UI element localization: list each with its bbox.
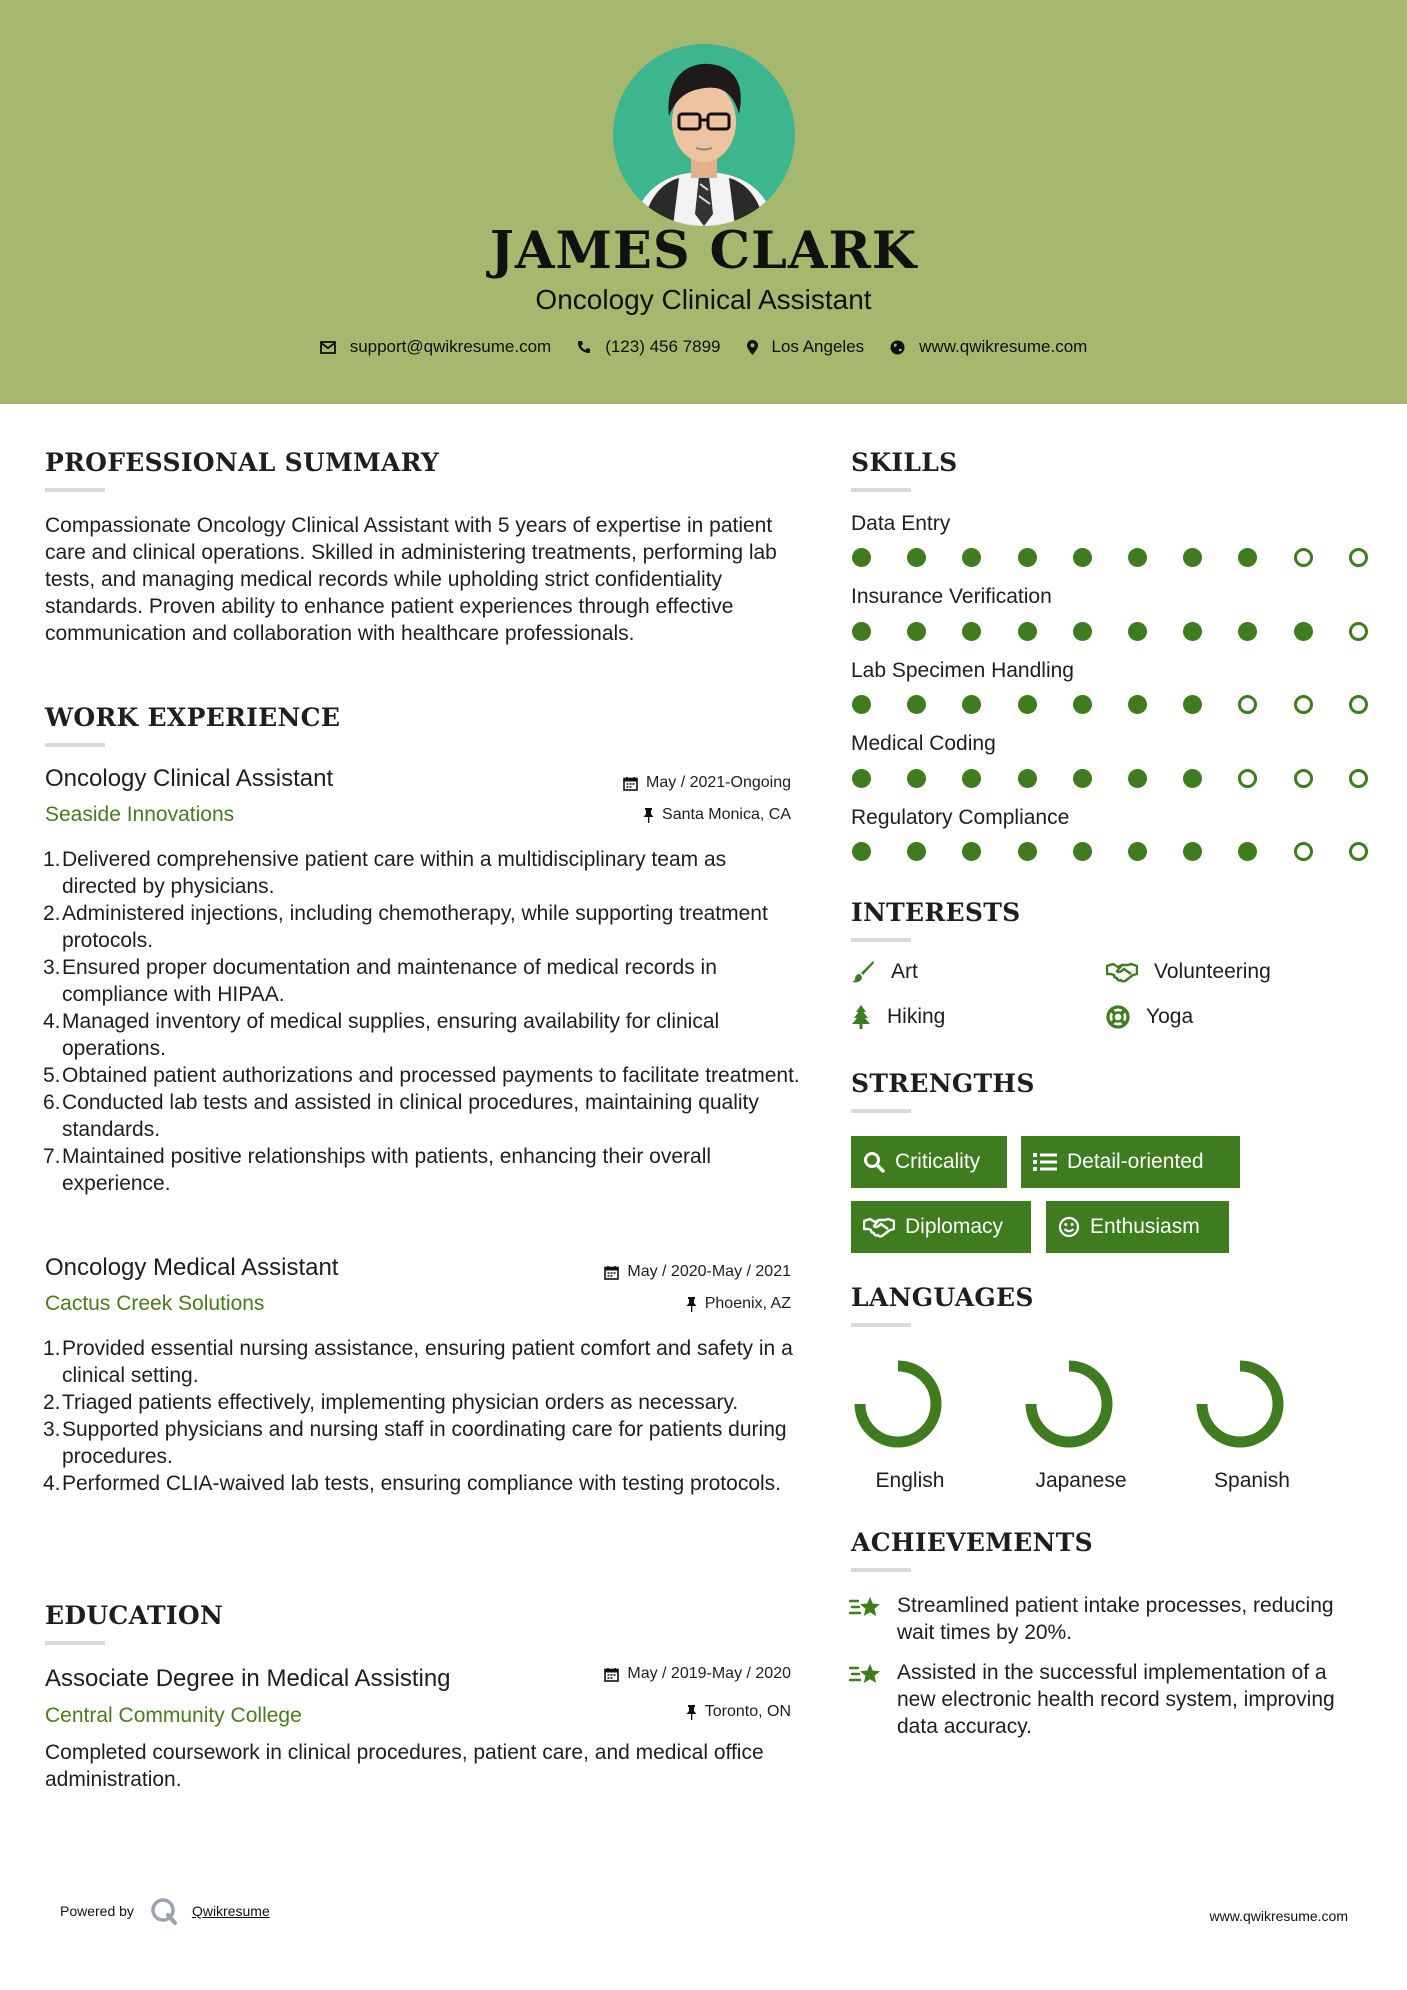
strength-badge xyxy=(851,1201,1031,1253)
job-title: Oncology Clinical Assistant xyxy=(45,765,334,792)
skill-dot-filled xyxy=(1183,842,1202,861)
skill-dot-filled xyxy=(1294,622,1313,641)
interest-item xyxy=(1106,1005,1193,1029)
skill-dot-filled xyxy=(852,622,871,641)
section-divider xyxy=(45,488,105,492)
skill-name: Data Entry xyxy=(851,512,951,535)
skill-dot-filled xyxy=(962,842,981,861)
job-company: Seaside Innovations xyxy=(45,803,235,826)
search-icon xyxy=(863,1151,885,1173)
handshake-icon xyxy=(1106,961,1138,983)
section-divider xyxy=(851,488,911,492)
interest-label: Art xyxy=(891,960,918,983)
job-location-text: Santa Monica, CA xyxy=(662,806,791,823)
section-divider xyxy=(45,743,105,747)
calendar-icon xyxy=(604,1265,619,1280)
skill-dot-empty xyxy=(1238,769,1257,788)
skill-dot-filled xyxy=(1183,695,1202,714)
skill-dot-filled xyxy=(1128,548,1147,567)
pushpin-icon xyxy=(643,808,654,823)
skill-rating xyxy=(852,695,1362,715)
skill-dot-filled xyxy=(1073,622,1092,641)
skill-dot-filled xyxy=(907,842,926,861)
skill-rating xyxy=(852,842,1362,862)
tree-icon xyxy=(851,1005,871,1029)
list-item: 3. Ensured proper documentation and maintenance of medical records in compliance with HIPAA. xyxy=(43,956,717,1006)
language-proficiency-arc xyxy=(1202,1366,1278,1442)
language-name: Spanish xyxy=(1214,1469,1290,1492)
strength-badge xyxy=(1021,1136,1240,1188)
skill-dot-filled xyxy=(1183,548,1202,567)
list-item: 2. Administered injections, including chemotherapy, while supporting treatment protocols. xyxy=(43,902,768,952)
skill-dot-filled xyxy=(1018,769,1037,788)
smile-icon xyxy=(1058,1216,1080,1238)
list-item: 4. Performed CLIA-waived lab tests, ensuring compliance with testing protocols. xyxy=(43,1472,782,1495)
paintbrush-icon xyxy=(851,960,875,984)
pushpin-icon xyxy=(686,1297,697,1312)
qwikresume-link[interactable]: Qwikresume xyxy=(191,1903,270,1919)
lifering-icon xyxy=(1106,1005,1130,1029)
degree-title: Associate Degree in Medical Assisting xyxy=(45,1665,451,1692)
achievement-text: Streamlined patient intake processes, reducing wait times by 20%. xyxy=(897,1594,1334,1644)
language-name: English xyxy=(875,1469,945,1492)
contact-location xyxy=(747,337,865,357)
skill-dot-filled xyxy=(852,695,871,714)
skill-dot-filled xyxy=(962,548,981,567)
globe-icon xyxy=(890,340,905,355)
skill-dot-empty xyxy=(1238,695,1257,714)
list-item: 7. Maintained positive relationships with patients, enhancing their overall experience. xyxy=(43,1145,712,1195)
section-divider xyxy=(851,938,911,942)
skill-dot-filled xyxy=(852,548,871,567)
languages-heading: LANGUAGES xyxy=(851,1283,1034,1312)
section-divider xyxy=(851,1568,911,1572)
profile-photo xyxy=(613,44,795,226)
candidate-name: JAMES CLARK xyxy=(489,221,918,281)
list-item: 3. Supported physicians and nursing staff in coordinating care for patients during procedures. xyxy=(43,1418,787,1468)
education-dates-text: May / 2019-May / 2020 xyxy=(627,1665,791,1682)
skill-dot-filled xyxy=(1183,769,1202,788)
calendar-icon xyxy=(623,776,638,791)
list-item: 1. Provided essential nursing assistance, ensuring patient comfort and safety in a clinical setting. xyxy=(43,1337,793,1387)
strength-label: Diplomacy xyxy=(905,1215,1004,1238)
qwikresume-logo-icon xyxy=(150,1897,178,1925)
skill-dot-filled xyxy=(852,769,871,788)
interest-item xyxy=(851,960,918,984)
skill-dot-filled xyxy=(1018,548,1037,567)
skill-dot-filled xyxy=(907,769,926,788)
candidate-title: Oncology Clinical Assistant xyxy=(535,284,872,315)
list-item: 1. Delivered comprehensive patient care within a multidisciplinary team as directed by physicians. xyxy=(43,848,727,898)
skill-dot-filled xyxy=(907,548,926,567)
job-company: Cactus Creek Solutions xyxy=(45,1292,265,1315)
map-pin-icon xyxy=(747,340,758,355)
experience-heading: WORK EXPERIENCE xyxy=(45,703,341,732)
interests-heading: INTERESTS xyxy=(851,898,1021,927)
list-icon xyxy=(1033,1153,1057,1171)
footer-website[interactable]: www.qwikresume.com xyxy=(1209,1908,1348,1924)
language-proficiency-arc xyxy=(1031,1366,1107,1442)
summary-text: Compassionate Oncology Clinical Assistant with 5 years of expertise in patient care and clinical operations. Skilled in administering treatments, performing lab tests, and managing medical records while upholding strict confidentiality standards. Proven ability to enhance patient experiences through effective communication and collaboration with healthcare professionals. xyxy=(45,514,777,645)
skill-dot-empty xyxy=(1294,769,1313,788)
location-text: Los Angeles xyxy=(771,337,865,356)
contact-bar xyxy=(0,337,1407,357)
interest-item xyxy=(851,1005,945,1029)
contact-website[interactable] xyxy=(890,337,1087,357)
skill-dot-empty xyxy=(1294,695,1313,714)
resume-header xyxy=(0,0,1407,404)
achievement-item xyxy=(849,1659,1349,1740)
skill-dot-filled xyxy=(1018,695,1037,714)
skill-dot-filled xyxy=(1128,769,1147,788)
skill-name: Medical Coding xyxy=(851,732,996,755)
section-divider xyxy=(45,1641,105,1645)
achievement-text: Assisted in the successful implementation of a new electronic health record system, improving data accuracy. xyxy=(897,1661,1335,1738)
job-title: Oncology Medical Assistant xyxy=(45,1254,339,1281)
skill-name: Lab Specimen Handling xyxy=(851,659,1074,682)
contact-email[interactable] xyxy=(320,337,552,357)
strength-label: Detail-oriented xyxy=(1067,1150,1204,1173)
strength-badge xyxy=(1046,1201,1229,1253)
strength-badge xyxy=(851,1136,1007,1188)
job-responsibilities xyxy=(43,846,805,1197)
phone-text: (123) 456 7899 xyxy=(605,337,721,356)
skill-rating xyxy=(852,548,1362,568)
language-gauge xyxy=(845,1351,975,1451)
shooting-star-icon xyxy=(849,1594,883,1622)
section-divider xyxy=(851,1323,911,1327)
job-location xyxy=(643,806,791,824)
language-item xyxy=(1187,1351,1317,1492)
interest-label: Yoga xyxy=(1146,1005,1194,1028)
skill-dot-filled xyxy=(1128,695,1147,714)
shooting-star-icon xyxy=(849,1661,883,1689)
job-location-text: Phoenix, AZ xyxy=(704,1295,791,1312)
powered-by-text: Powered by xyxy=(60,1903,134,1919)
school-name: Central Community College xyxy=(45,1704,302,1727)
skill-name: Insurance Verification xyxy=(851,585,1052,608)
strength-label: Enthusiasm xyxy=(1090,1215,1200,1238)
job-dates xyxy=(604,1263,791,1281)
list-item: 4. Managed inventory of medical supplies, ensuring availability for clinical operations. xyxy=(43,1010,720,1060)
skill-dot-empty xyxy=(1349,769,1368,788)
skill-dot-empty xyxy=(1294,842,1313,861)
list-item: 2. Triaged patients effectively, implementing physician orders as necessary. xyxy=(43,1391,739,1414)
skill-name: Regulatory Compliance xyxy=(851,806,1070,829)
interest-label: Hiking xyxy=(887,1005,946,1028)
skill-dot-filled xyxy=(1238,622,1257,641)
skill-dot-filled xyxy=(1238,842,1257,861)
footer-powered-by xyxy=(60,1897,270,1925)
skill-dot-filled xyxy=(907,695,926,714)
skills-heading: SKILLS xyxy=(851,448,958,477)
skill-dot-filled xyxy=(1238,548,1257,567)
summary-heading: PROFESSIONAL SUMMARY xyxy=(45,448,440,477)
skill-dot-filled xyxy=(1073,548,1092,567)
strength-label: Criticality xyxy=(895,1150,981,1173)
skill-dot-filled xyxy=(962,769,981,788)
skill-dot-filled xyxy=(1073,842,1092,861)
calendar-icon xyxy=(604,1667,619,1682)
skill-rating xyxy=(852,622,1362,642)
skill-dot-empty xyxy=(1349,695,1368,714)
section-divider xyxy=(851,1109,911,1113)
skill-dot-empty xyxy=(1349,842,1368,861)
education-heading: EDUCATION xyxy=(45,1601,224,1630)
handshake-icon xyxy=(863,1216,895,1238)
website-text: www.qwikresume.com xyxy=(919,337,1088,356)
language-gauge xyxy=(1187,1351,1317,1451)
education-description: Completed coursework in clinical procedures, patient care, and medical office administration. xyxy=(45,1741,764,1791)
job-dates xyxy=(623,774,791,792)
job-responsibilities xyxy=(43,1335,805,1497)
job-location xyxy=(686,1295,791,1313)
skill-dot-filled xyxy=(1128,842,1147,861)
skill-dot-filled xyxy=(1018,842,1037,861)
skill-dot-filled xyxy=(962,622,981,641)
language-item xyxy=(1016,1351,1146,1492)
job-dates-text: May / 2021-Ongoing xyxy=(646,774,791,791)
skill-dot-filled xyxy=(1073,695,1092,714)
achievements-heading: ACHIEVEMENTS xyxy=(851,1528,1093,1557)
language-item xyxy=(845,1351,975,1492)
skill-dot-filled xyxy=(1018,622,1037,641)
job-dates-text: May / 2020-May / 2021 xyxy=(627,1263,791,1280)
skill-dot-filled xyxy=(852,842,871,861)
education-location-text: Toronto, ON xyxy=(704,1703,791,1720)
list-item: 6. Conducted lab tests and assisted in clinical procedures, maintaining quality standards. xyxy=(43,1091,759,1141)
interest-item xyxy=(1106,960,1271,984)
education-dates xyxy=(604,1665,791,1683)
skill-dot-filled xyxy=(962,695,981,714)
skill-dot-empty xyxy=(1349,548,1368,567)
envelope-icon xyxy=(320,341,336,354)
language-name: Japanese xyxy=(1035,1469,1127,1492)
language-gauge xyxy=(1016,1351,1146,1451)
skill-dot-empty xyxy=(1349,622,1368,641)
phone-icon xyxy=(577,340,591,354)
skill-dot-filled xyxy=(1073,769,1092,788)
email-text: support@qwikresume.com xyxy=(349,337,552,356)
interest-label: Volunteering xyxy=(1154,960,1271,983)
language-proficiency-arc xyxy=(860,1366,936,1442)
contact-phone[interactable] xyxy=(577,337,720,357)
skill-rating xyxy=(852,769,1362,789)
skill-dot-filled xyxy=(1183,622,1202,641)
education-location xyxy=(686,1703,791,1721)
achievement-item xyxy=(849,1592,1349,1646)
skill-dot-filled xyxy=(1128,622,1147,641)
skill-dot-empty xyxy=(1294,548,1313,567)
list-item: 5. Obtained patient authorizations and processed payments to facilitate treatment. xyxy=(43,1064,800,1087)
skill-dot-filled xyxy=(907,622,926,641)
strengths-heading: STRENGTHS xyxy=(851,1069,1035,1098)
pushpin-icon xyxy=(686,1705,697,1720)
